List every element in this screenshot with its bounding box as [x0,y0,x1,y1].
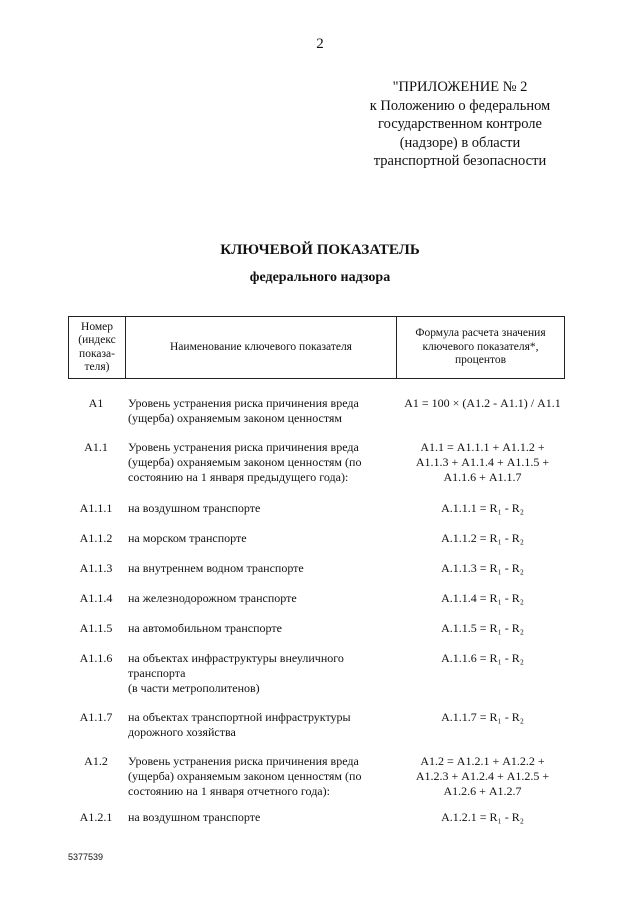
page-number: 2 [316,36,324,52]
formula-line: А1.2.6 + А1.2.7 [443,784,522,798]
row-number: А1.1.7 [79,710,113,724]
footer-code: 5377539 [68,852,104,862]
formula-line: А1.2.3 + А1.2.4 + А1.2.5 + [415,769,550,783]
row-number: А1.1.2 [79,531,113,545]
header-number: Номер (индекс показа-теля) [78,320,116,373]
row-name: на железнодорожном транспорте [128,591,297,605]
row-number: А1.1.4 [79,591,113,605]
formula-line: А.1.1.3 = R₁ - R₂ [441,561,524,575]
row-formula [400,561,565,576]
row-formula [400,810,565,825]
appendix-line: к Положению о федеральном [369,97,551,114]
row-number: А1.1.1 [79,501,113,515]
row-number: А1.1.3 [79,561,113,575]
row-name: на объектах инфраструктуры внеуличного транспорта (в части метрополитенов) [128,651,344,695]
formula-line: А.1.1.7 = R₁ - R₂ [441,710,524,724]
row-number: А1.2.1 [79,810,113,824]
row-formula [400,531,565,546]
row-formula [400,440,565,485]
row-number: А1.1.6 [79,651,113,665]
formula-line: А.1.1.1 = R₁ - R₂ [441,501,524,515]
row-name: Уровень устранения риска причинения вреда (ущерба) охраняемым законом ценностям (по состоянию на 1 января отчетного года): [128,754,362,798]
formula-line: А1 = 100 × (А1.2 - А1.1) / А1.1 [404,396,561,410]
table-header [68,316,565,379]
formula-line: А1.1.6 + А1.1.7 [443,470,522,484]
row-name: Уровень устранения риска причинения вреда (ущерба) охраняемым законом ценностям [128,396,359,425]
row-name: на автомобильном транспорте [128,621,282,635]
formula-line: А.1.1.5 = R₁ - R₂ [441,621,524,635]
formula-line: А.1.1.4 = R₁ - R₂ [441,591,524,605]
formula-line: А1.2 = А1.2.1 + А1.2.2 + [420,754,545,768]
formula-line: А1.1 = А1.1.1 + А1.1.2 + [420,440,545,454]
row-formula [400,651,565,666]
appendix-line: (надзоре) в области [399,134,521,151]
row-name: Уровень устранения риска причинения вреда (ущерба) охраняемым законом ценностям (по состоянию на 1 января предыдущего года): [128,440,362,484]
row-name: на объектах транспортной инфраструктуры дорожного хозяйства [128,710,351,739]
document-subtitle: федерального надзора [249,270,391,285]
row-number: А1.1 [84,440,108,454]
formula-line: А.1.2.1 = R₁ - R₂ [441,810,524,824]
appendix-line: транспортной безопасности [373,153,547,169]
row-number: А1.2 [84,754,108,768]
row-number: А1 [88,396,104,410]
row-formula [400,754,565,799]
row-name: на морском транспорте [128,531,247,545]
row-name: на воздушном транспорте [128,810,261,824]
formula-line: А.1.1.2 = R₁ - R₂ [441,531,524,545]
appendix-line: "ПРИЛОЖЕНИЕ № 2 [392,79,528,95]
document-title: КЛЮЧЕВОЙ ПОКАЗАТЕЛЬ [220,242,420,258]
row-number: А1.1.5 [79,621,113,635]
formula-line: А1.1.3 + А1.1.4 + А1.1.5 + [415,455,550,469]
appendix-line: государственном контроле [378,116,542,132]
row-formula [400,501,565,516]
row-formula [400,621,565,636]
row-formula [400,710,565,725]
row-name: на внутреннем водном транспорте [128,561,304,575]
header-name: Наименование ключевого показателя [170,340,352,353]
row-name: на воздушном транспорте [128,501,261,515]
row-formula [400,591,565,606]
formula-line: А.1.1.6 = R₁ - R₂ [441,651,524,665]
header-formula: Формула расчета значения ключевого показателя*, процентов [415,327,546,367]
row-formula [400,396,565,411]
appendix-block [330,78,590,171]
